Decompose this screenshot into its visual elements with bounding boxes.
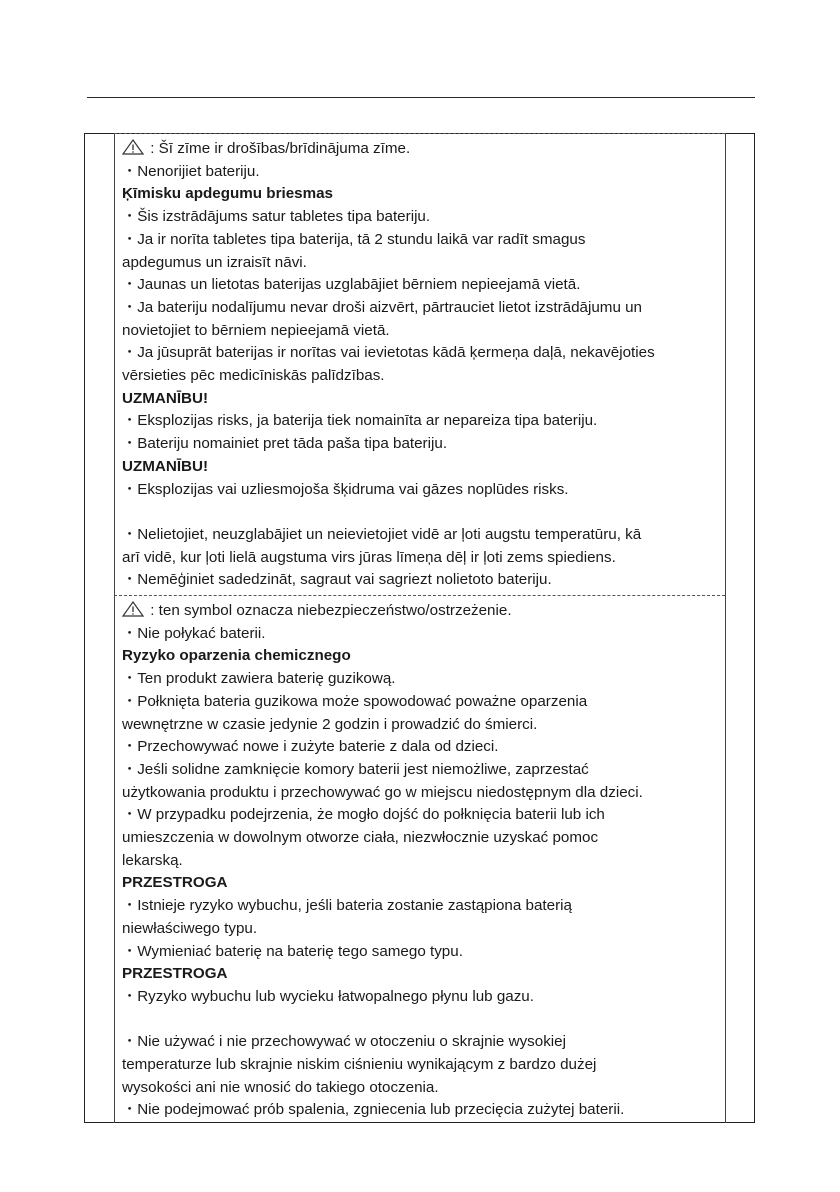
- text-line: arī vidē, kur ļoti lielā augstuma virs jūras līmeņa dēļ ir ļoti zems spiediens.: [122, 548, 616, 566]
- text-line: ・Ja bateriju nodalījumu nevar droši aizvērt, pārtrauciet lietot izstrādājumu un: [122, 298, 643, 316]
- symbol-note-text: : ten symbol oznacza niebezpieczeństwo/ostrzeżenie.: [146, 602, 512, 619]
- polish-warning-section: [122, 600, 720, 1122]
- text-line: ・Nelietojiet, neuzglabājiet un neievietojiet vidē ar ļoti augstu temperatūru, kā: [122, 525, 642, 543]
- text-line: novietojiet to bērniem nepieejamā vietā.: [122, 321, 390, 339]
- text-line: ・Ryzyko wybuchu lub wycieku łatwopalnego płynu lub gazu.: [122, 987, 534, 1005]
- text-line: umieszczenia w dowolnym otworze ciała, niezwłocznie uzyskać pomoc: [122, 829, 599, 847]
- section-heading: Ryzyko oparzenia chemicznego: [122, 647, 351, 665]
- text-line: ・W przypadku podejrzenia, że mogło dojść do połknięcia baterii lub ich: [122, 806, 605, 824]
- text-line: ・Przechowywać nowe i zużyte baterie z dala od dzieci.: [122, 738, 499, 756]
- table-left-column-divider: [114, 133, 115, 1123]
- text-line: ・Eksplozijas risks, ja baterija tiek nomainīta ar nepareiza tipa bateriju.: [122, 412, 598, 430]
- blank-line: [122, 501, 720, 524]
- section-heading: PRZESTROGA: [122, 874, 228, 892]
- text-line: ・Bateriju nomainiet pret tāda paša tipa bateriju.: [122, 435, 448, 453]
- table-right-column-divider: [725, 133, 726, 1123]
- section-heading: UZMANĪBU!: [122, 457, 209, 475]
- text-line: apdegumus un izraisīt nāvi.: [122, 253, 307, 271]
- text-line: ・Šis izstrādājums satur tabletes tipa bateriju.: [122, 208, 431, 226]
- section-dashed-divider: [114, 595, 725, 596]
- text-line: ・Jaunas un lietotas baterijas uzglabājiet bērniem nepieejamā vietā.: [122, 276, 581, 294]
- symbol-note-line: [122, 138, 720, 161]
- blank-line: [122, 1009, 720, 1032]
- section-heading: UZMANĪBU!: [122, 389, 209, 407]
- text-line: wysokości ani nie wnosić do takiego otoczenia.: [122, 1078, 439, 1096]
- text-line: temperaturze lub skrajnie niskim ciśnieniu wynikającym z bardzo dużej: [122, 1056, 597, 1074]
- text-line: lekarską.: [122, 851, 183, 869]
- text-line: ・Ten produkt zawiera baterię guzikową.: [122, 670, 396, 688]
- section-heading: PRZESTROGA: [122, 965, 228, 983]
- symbol-note-line: [122, 600, 720, 623]
- latvian-lines: [122, 161, 720, 592]
- text-line: ・Nie połykać baterii.: [122, 624, 266, 642]
- section-top-dashed-border: [114, 133, 725, 134]
- polish-lines: [122, 623, 720, 1122]
- text-line: ・Istnieje ryzyko wybuchu, jeśli bateria zostanie zastąpiona baterią: [122, 897, 572, 915]
- text-line: ・Wymieniać baterię na baterię tego samego typu.: [122, 942, 463, 960]
- symbol-note-text: : Šī zīme ir drošības/brīdinājuma zīme.: [146, 140, 411, 157]
- header-rule: [87, 97, 755, 98]
- text-line: wewnętrzne w czasie jedynie 2 godzin i prowadzić do śmierci.: [122, 715, 538, 733]
- text-line: ・Ja ir norīta tabletes tipa baterija, tā 2 stundu laikā var radīt smagus: [122, 230, 586, 248]
- text-line: ・Nie używać i nie przechowywać w otoczeniu o skrajnie wysokiej: [122, 1033, 566, 1051]
- warning-triangle-icon: [122, 139, 144, 155]
- warning-triangle-icon: [122, 601, 144, 617]
- text-line: ・Połknięta bateria guzikowa może spowodować poważne oparzenia: [122, 692, 588, 710]
- section-heading: Ķīmisku apdegumu briesmas: [122, 185, 334, 203]
- text-line: vērsieties pēc medicīniskās palīdzības.: [122, 367, 385, 385]
- text-line: ・Nemēģiniet sadedzināt, sagraut vai sagriezt nolietoto bateriju.: [122, 571, 552, 589]
- text-line: niewłaściwego typu.: [122, 919, 258, 937]
- text-line: ・Nie podejmować prób spalenia, zgniecenia lub przecięcia zużytej baterii.: [122, 1101, 625, 1119]
- text-line: ・Eksplozijas vai uzliesmojoša šķidruma vai gāzes noplūdes risks.: [122, 480, 569, 498]
- text-line: ・Jeśli solidne zamknięcie komory baterii jest niemożliwe, zaprzestać: [122, 760, 589, 778]
- text-line: ・Ja jūsuprāt baterijas ir norītas vai ievietotas kādā ķermeņa daļā, nekavējoties: [122, 344, 655, 362]
- latvian-warning-section: [122, 138, 720, 592]
- text-line: ・Nenorijiet bateriju.: [122, 162, 260, 180]
- text-line: użytkowania produktu i przechowywać go w miejscu niedostępnym dla dzieci.: [122, 783, 643, 801]
